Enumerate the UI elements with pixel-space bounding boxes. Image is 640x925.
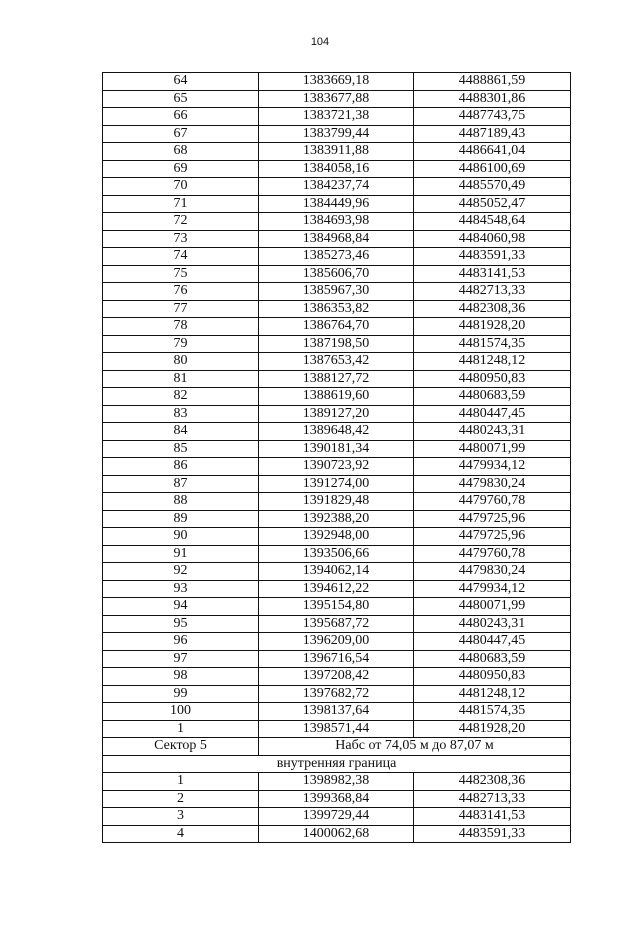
table-row xyxy=(103,825,571,843)
y-coordinate-cell: 4482713,33 xyxy=(414,790,571,808)
y-coordinate-cell: 4487189,43 xyxy=(414,125,571,143)
x-coordinate-cell: 1391829,48 xyxy=(259,493,414,511)
point-number-cell: 65 xyxy=(103,90,259,108)
x-coordinate-cell: 1389648,42 xyxy=(259,423,414,441)
x-coordinate-cell: 1388619,60 xyxy=(259,388,414,406)
x-coordinate-cell: 1392388,20 xyxy=(259,510,414,528)
x-coordinate-cell: 1400062,68 xyxy=(259,825,414,843)
point-number-cell: 97 xyxy=(103,650,259,668)
point-number-cell: 74 xyxy=(103,248,259,266)
table-row xyxy=(103,808,571,826)
sector-row xyxy=(103,738,571,756)
point-number-cell: 86 xyxy=(103,458,259,476)
point-number-cell: 1 xyxy=(103,773,259,791)
y-coordinate-cell: 4485570,49 xyxy=(414,178,571,196)
y-coordinate-cell: 4482308,36 xyxy=(414,773,571,791)
x-coordinate-cell: 1391274,00 xyxy=(259,475,414,493)
y-coordinate-cell: 4481574,35 xyxy=(414,703,571,721)
table-row xyxy=(103,178,571,196)
point-number-cell: 98 xyxy=(103,668,259,686)
coordinates-table xyxy=(102,72,571,843)
sector-label: Сектор 5 xyxy=(103,738,259,756)
y-coordinate-cell: 4479830,24 xyxy=(414,563,571,581)
x-coordinate-cell: 1397208,42 xyxy=(259,668,414,686)
table-row xyxy=(103,458,571,476)
point-number-cell: 84 xyxy=(103,423,259,441)
point-number-cell: 73 xyxy=(103,230,259,248)
point-number-cell: 70 xyxy=(103,178,259,196)
point-number-cell: 89 xyxy=(103,510,259,528)
x-coordinate-cell: 1394612,22 xyxy=(259,580,414,598)
table-row xyxy=(103,353,571,371)
x-coordinate-cell: 1384449,96 xyxy=(259,195,414,213)
table-row xyxy=(103,685,571,703)
table-row xyxy=(103,440,571,458)
table-row xyxy=(103,598,571,616)
sector-height-range: Набс от 74,05 м до 87,07 м xyxy=(259,738,571,756)
table-row xyxy=(103,703,571,721)
x-coordinate-cell: 1393506,66 xyxy=(259,545,414,563)
table-row xyxy=(103,423,571,441)
point-number-cell: 87 xyxy=(103,475,259,493)
y-coordinate-cell: 4485052,47 xyxy=(414,195,571,213)
y-coordinate-cell: 4486641,04 xyxy=(414,143,571,161)
table-row xyxy=(103,73,571,91)
x-coordinate-cell: 1389127,20 xyxy=(259,405,414,423)
table-row xyxy=(103,283,571,301)
point-number-cell: 66 xyxy=(103,108,259,126)
table-row xyxy=(103,615,571,633)
boundary-row xyxy=(103,755,571,773)
x-coordinate-cell: 1396716,54 xyxy=(259,650,414,668)
x-coordinate-cell: 1384693,98 xyxy=(259,213,414,231)
table-row xyxy=(103,160,571,178)
table-row xyxy=(103,510,571,528)
y-coordinate-cell: 4483141,53 xyxy=(414,808,571,826)
y-coordinate-cell: 4480683,59 xyxy=(414,650,571,668)
x-coordinate-cell: 1383721,38 xyxy=(259,108,414,126)
table-row xyxy=(103,195,571,213)
y-coordinate-cell: 4480950,83 xyxy=(414,668,571,686)
x-coordinate-cell: 1390181,34 xyxy=(259,440,414,458)
y-coordinate-cell: 4483141,53 xyxy=(414,265,571,283)
y-coordinate-cell: 4479760,78 xyxy=(414,545,571,563)
x-coordinate-cell: 1383677,88 xyxy=(259,90,414,108)
point-number-cell: 99 xyxy=(103,685,259,703)
y-coordinate-cell: 4484548,64 xyxy=(414,213,571,231)
x-coordinate-cell: 1399729,44 xyxy=(259,808,414,826)
y-coordinate-cell: 4481574,35 xyxy=(414,335,571,353)
table-row xyxy=(103,528,571,546)
point-number-cell: 2 xyxy=(103,790,259,808)
table-row xyxy=(103,475,571,493)
y-coordinate-cell: 4479934,12 xyxy=(414,580,571,598)
y-coordinate-cell: 4480683,59 xyxy=(414,388,571,406)
y-coordinate-cell: 4483591,33 xyxy=(414,248,571,266)
y-coordinate-cell: 4480950,83 xyxy=(414,370,571,388)
y-coordinate-cell: 4481928,20 xyxy=(414,318,571,336)
table-row xyxy=(103,790,571,808)
x-coordinate-cell: 1385273,46 xyxy=(259,248,414,266)
table-row xyxy=(103,545,571,563)
point-number-cell: 77 xyxy=(103,300,259,318)
table-row xyxy=(103,668,571,686)
point-number-cell: 80 xyxy=(103,353,259,371)
y-coordinate-cell: 4480243,31 xyxy=(414,423,571,441)
table-row xyxy=(103,265,571,283)
table-row xyxy=(103,405,571,423)
y-coordinate-cell: 4479830,24 xyxy=(414,475,571,493)
table-row xyxy=(103,230,571,248)
table-row xyxy=(103,300,571,318)
y-coordinate-cell: 4479725,96 xyxy=(414,528,571,546)
point-number-cell: 68 xyxy=(103,143,259,161)
point-number-cell: 96 xyxy=(103,633,259,651)
x-coordinate-cell: 1385967,30 xyxy=(259,283,414,301)
x-coordinate-cell: 1392948,00 xyxy=(259,528,414,546)
y-coordinate-cell: 4482308,36 xyxy=(414,300,571,318)
point-number-cell: 3 xyxy=(103,808,259,826)
y-coordinate-cell: 4479760,78 xyxy=(414,493,571,511)
x-coordinate-cell: 1396209,00 xyxy=(259,633,414,651)
table-row xyxy=(103,563,571,581)
x-coordinate-cell: 1384237,74 xyxy=(259,178,414,196)
y-coordinate-cell: 4479934,12 xyxy=(414,458,571,476)
point-number-cell: 75 xyxy=(103,265,259,283)
point-number-cell: 88 xyxy=(103,493,259,511)
point-number-cell: 85 xyxy=(103,440,259,458)
point-number-cell: 69 xyxy=(103,160,259,178)
x-coordinate-cell: 1385606,70 xyxy=(259,265,414,283)
y-coordinate-cell: 4488301,86 xyxy=(414,90,571,108)
y-coordinate-cell: 4483591,33 xyxy=(414,825,571,843)
x-coordinate-cell: 1395687,72 xyxy=(259,615,414,633)
point-number-cell: 72 xyxy=(103,213,259,231)
x-coordinate-cell: 1395154,80 xyxy=(259,598,414,616)
table-row xyxy=(103,580,571,598)
point-number-cell: 82 xyxy=(103,388,259,406)
coordinates-table-body xyxy=(103,73,571,843)
x-coordinate-cell: 1387198,50 xyxy=(259,335,414,353)
table-row xyxy=(103,125,571,143)
x-coordinate-cell: 1397682,72 xyxy=(259,685,414,703)
point-number-cell: 67 xyxy=(103,125,259,143)
y-coordinate-cell: 4481928,20 xyxy=(414,720,571,738)
x-coordinate-cell: 1398137,64 xyxy=(259,703,414,721)
y-coordinate-cell: 4480071,99 xyxy=(414,440,571,458)
y-coordinate-cell: 4486100,69 xyxy=(414,160,571,178)
point-number-cell: 95 xyxy=(103,615,259,633)
table-row xyxy=(103,90,571,108)
y-coordinate-cell: 4479725,96 xyxy=(414,510,571,528)
x-coordinate-cell: 1384058,16 xyxy=(259,160,414,178)
x-coordinate-cell: 1398982,38 xyxy=(259,773,414,791)
y-coordinate-cell: 4480071,99 xyxy=(414,598,571,616)
table-row xyxy=(103,493,571,511)
table-row xyxy=(103,720,571,738)
point-number-cell: 78 xyxy=(103,318,259,336)
y-coordinate-cell: 4481248,12 xyxy=(414,685,571,703)
y-coordinate-cell: 4480447,45 xyxy=(414,633,571,651)
table-row xyxy=(103,370,571,388)
x-coordinate-cell: 1387653,42 xyxy=(259,353,414,371)
point-number-cell: 79 xyxy=(103,335,259,353)
point-number-cell: 76 xyxy=(103,283,259,301)
y-coordinate-cell: 4480447,45 xyxy=(414,405,571,423)
table-row xyxy=(103,633,571,651)
y-coordinate-cell: 4480243,31 xyxy=(414,615,571,633)
x-coordinate-cell: 1386353,82 xyxy=(259,300,414,318)
x-coordinate-cell: 1398571,44 xyxy=(259,720,414,738)
x-coordinate-cell: 1394062,14 xyxy=(259,563,414,581)
table-row xyxy=(103,388,571,406)
x-coordinate-cell: 1386764,70 xyxy=(259,318,414,336)
point-number-cell: 91 xyxy=(103,545,259,563)
table-row xyxy=(103,143,571,161)
x-coordinate-cell: 1383669,18 xyxy=(259,73,414,91)
point-number-cell: 1 xyxy=(103,720,259,738)
point-number-cell: 81 xyxy=(103,370,259,388)
point-number-cell: 90 xyxy=(103,528,259,546)
table-row xyxy=(103,213,571,231)
table-row xyxy=(103,650,571,668)
point-number-cell: 4 xyxy=(103,825,259,843)
x-coordinate-cell: 1399368,84 xyxy=(259,790,414,808)
y-coordinate-cell: 4484060,98 xyxy=(414,230,571,248)
page-number: 104 xyxy=(310,36,330,48)
x-coordinate-cell: 1383799,44 xyxy=(259,125,414,143)
boundary-label: внутренняя граница xyxy=(103,755,571,773)
y-coordinate-cell: 4488861,59 xyxy=(414,73,571,91)
table-row xyxy=(103,108,571,126)
point-number-cell: 94 xyxy=(103,598,259,616)
table-row xyxy=(103,335,571,353)
x-coordinate-cell: 1383911,88 xyxy=(259,143,414,161)
x-coordinate-cell: 1390723,92 xyxy=(259,458,414,476)
point-number-cell: 93 xyxy=(103,580,259,598)
table-row xyxy=(103,773,571,791)
y-coordinate-cell: 4487743,75 xyxy=(414,108,571,126)
x-coordinate-cell: 1388127,72 xyxy=(259,370,414,388)
y-coordinate-cell: 4481248,12 xyxy=(414,353,571,371)
point-number-cell: 71 xyxy=(103,195,259,213)
x-coordinate-cell: 1384968,84 xyxy=(259,230,414,248)
point-number-cell: 100 xyxy=(103,703,259,721)
point-number-cell: 64 xyxy=(103,73,259,91)
table-row xyxy=(103,318,571,336)
point-number-cell: 83 xyxy=(103,405,259,423)
y-coordinate-cell: 4482713,33 xyxy=(414,283,571,301)
table-row xyxy=(103,248,571,266)
point-number-cell: 92 xyxy=(103,563,259,581)
